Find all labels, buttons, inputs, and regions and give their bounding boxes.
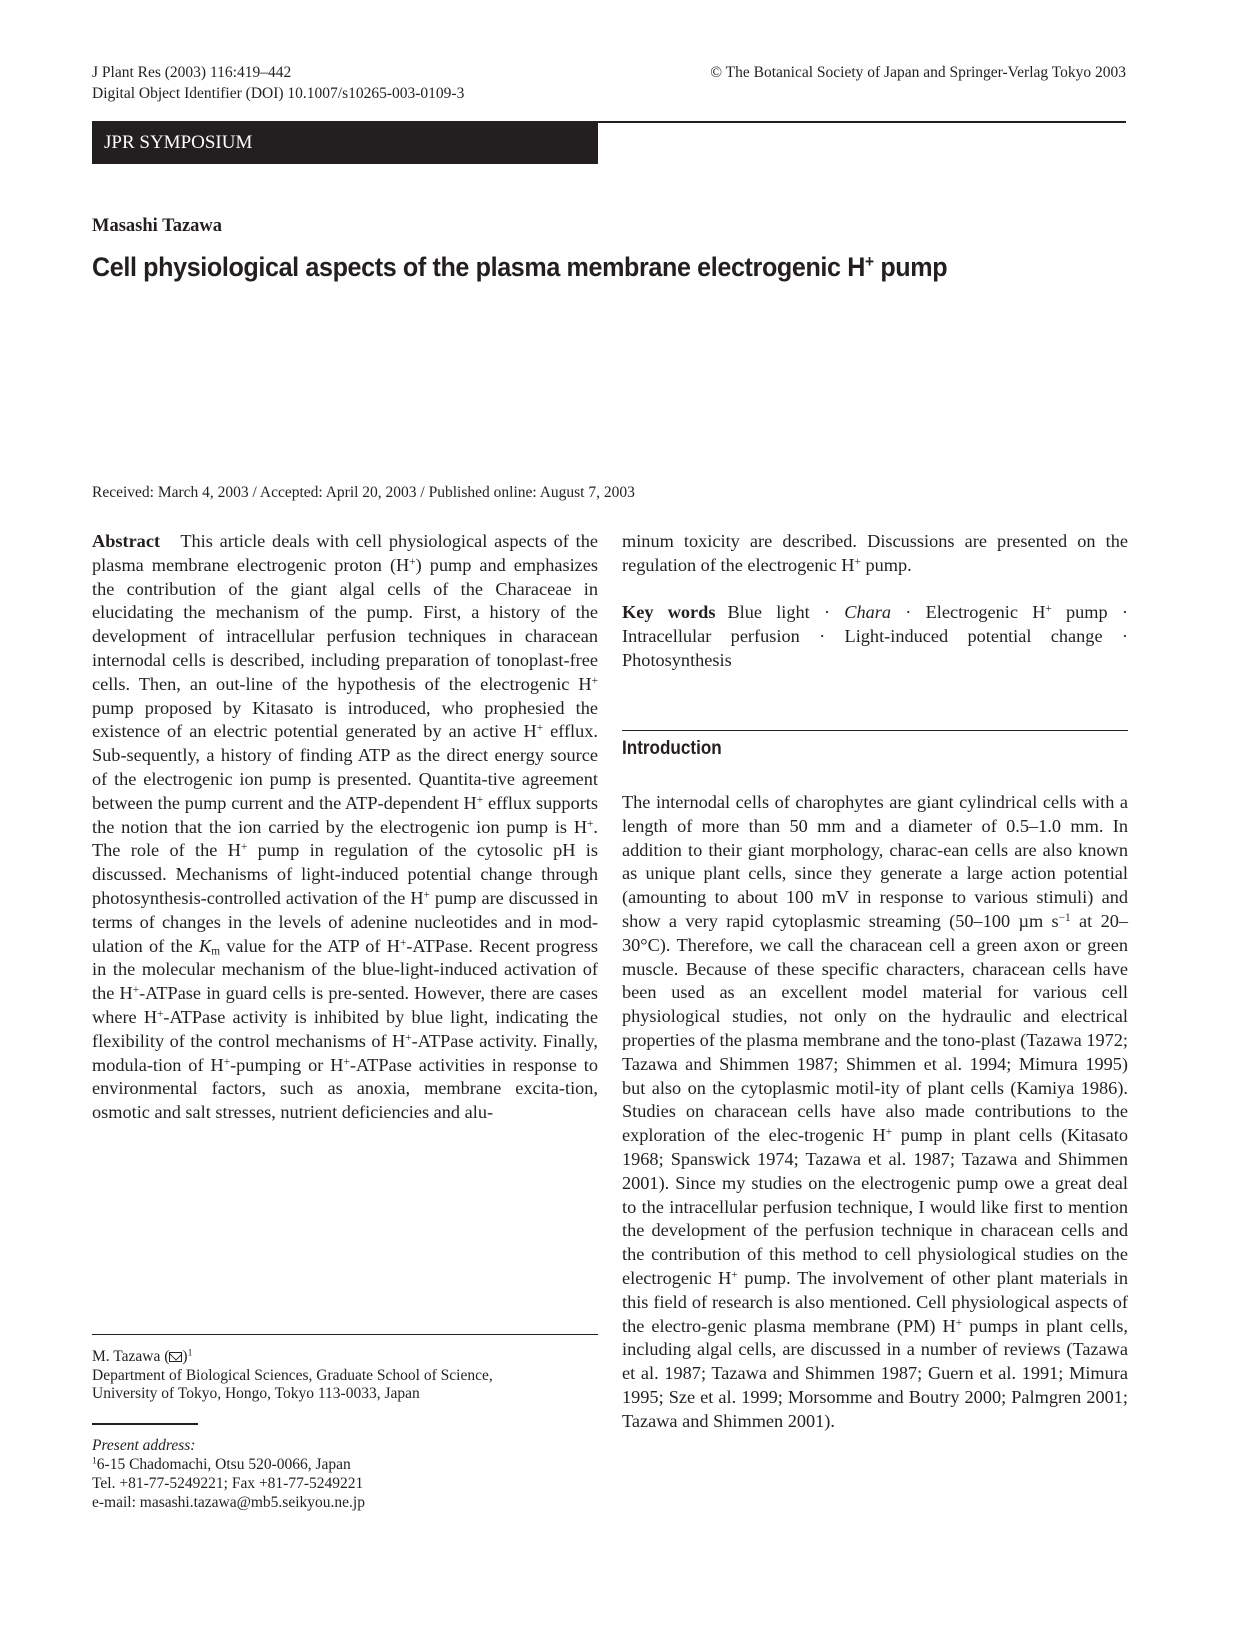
article-title: Cell physiological aspects of the plasma membrane electrogenic H+ pump	[92, 251, 948, 282]
address-line: $^1$6-15 Chadomachi, Otsu 520-0066, Japan	[92, 1455, 351, 1473]
present-address	[92, 1436, 598, 1512]
keyword: Intracellular perfusion	[622, 625, 800, 646]
doi-line: Digital Object Identifier (DOI) 10.1007/s10265-003-0109-3	[92, 85, 465, 102]
affiliation-line: University of Tokyo, Hongo, Tokyo 113-0033, Japan	[92, 1385, 420, 1402]
envelope-icon	[169, 1352, 182, 1362]
publication-dates: Received: March 4, 2003 / Accepted: April 20, 2003 / Published online: August 7, 2003	[92, 484, 635, 501]
email-line: e-mail: masashi.tazawa@mb5.seikyou.ne.jp	[92, 1494, 365, 1511]
phone-fax-line: Tel. +81-77-5249221; Fax +81-77-5249221	[92, 1475, 364, 1492]
journal-reference: J Plant Res (2003) 116:419–442	[92, 64, 292, 81]
section-heading-introduction: Introduction	[622, 738, 722, 759]
abstract-continuation: minum toxicity are described. Discussions are presented on the regulation of the electrogenic H+ pump.	[622, 531, 1128, 575]
keywords-paragraph: Key words Blue light · Chara · Electrogenic H+ pump · Intracellular perfusion · Light-induced potential change · Photosynthesis	[622, 602, 1129, 670]
keywords-label: Key words	[622, 602, 716, 622]
footnote-short-rule	[92, 1423, 198, 1425]
author-name: Masashi Tazawa	[92, 216, 223, 236]
introduction-paragraph: The internodal cells of charophytes are giant cylindrical cells with a length of more than 50 mm and a diameter of 0.5–1.0 mm. In addition to their giant morphology, charac-ean cells are also known as unique plant cells, since they generate a large action potential (amounting to about 100 mV in response to various stimuli) and show a very rapid cytoplasmic streaming (50–100 µm $s^{-1}$ at 20–30°C). Therefore, we call the characean cell a green axon or green muscle. Because of these specific characters, characean cells have been used as an excellent model material for various cell physiological studies, not only on the hydraulic and electrical properties of the plasma membrane and the tono-plast (Tazawa 1972; Tazawa and Shimmen 1987; Shimmen et al. 1994; Mimura 1995) but also on the cytoplasmic motil-ity of plant cells (Kamiya 1986). Studies on characean cells have also made contributions to the exploration of the elec-trogenic H+ pump in plant cells (Kitasato 1968; Spanswick 1974; Tazawa et al. 1987; Tazawa and Shimmen 2001). Since my studies on the electrogenic pump owe a great deal to the intracellular perfusion technique, I would like first to mention the development of the perfusion technique in characean cells and the contribution of this method to cell physiological studies on the electrogenic H+ pump. The involvement of other plant materials in this field of research is also mentioned. Cell physiological aspects of the electro-genic plasma membrane (PM) H+ pumps in plant cells, including algal cells, are discussed in a number of reviews (Tazawa et al. 1987; Tazawa and Shimmen 1987; Guern et al. 1991; Mimura 1995; Sze et al. 1999; Morsomme and Boutry 2000; Palmgren 2001; Tazawa and Shimmen 2001).	[622, 792, 1128, 1431]
section-rule	[622, 730, 1128, 731]
keyword: Blue light	[727, 602, 810, 622]
author-affiliation	[92, 1348, 598, 1404]
abstract-label: Abstract	[92, 531, 161, 551]
section-banner: JPR SYMPOSIUM	[92, 121, 598, 164]
keyword: Photosynthesis	[622, 649, 732, 670]
copyright-notice: © The Botanical Society of Japan and Springer-Verlag Tokyo 2003	[710, 64, 1126, 81]
keyword: Light-induced potential change	[844, 625, 1103, 646]
keyword: Chara	[844, 602, 892, 622]
footnote-rule	[92, 1334, 598, 1335]
affiliation-line: Department of Biological Sciences, Graduate School of Science,	[92, 1366, 493, 1384]
abstract-paragraph: Abstract This article deals with cell physiological aspects of the plasma membrane electrogenic proton (H+) pump and emphasizes the contribution of the giant algal cells of the Characeae in elucidating the mechanism of the pump. First, a history of the development of intracellular perfusion techniques in characean internodal cells is described, including preparation of tonoplast-free cells. Then, an out-line of the hypothesis of the electrogenic H+ pump proposed by Kitasato is introduced, who prophesied the existence of an electric potential generated by an active H+ efflux. Sub-sequently, a history of finding ATP as the direct energy source of the electrogenic ion pump is presented. Quantita-tive agreement between the pump current and the ATP-dependent H+ efflux supports the notion that the ion carried by the electrogenic ion pump is H+. The role of the H+ pump in regulation of the cytosolic pH is discussed. Mechanisms of light-induced potential change through photosynthesis-controlled activation of the H+ pump are discussed in terms of changes in the levels of adenine nucleotides and in mod-ulation of the $K_m$ value for the ATP of H+-ATPase. Recent progress in the molecular mechanism of the blue-light-induced activation of the H+-ATPase in guard cells is pre-sented. However, there are cases where H+-ATPase activity is inhibited by blue light, indicating the flexibility of the control mechanisms of H+-ATPase activity. Finally, modula-tion of H+-pumping or H+-ATPase activities in response to environmental factors, such as anoxia, membrane excita-tion, osmotic and salt stresses, nutrient deficiencies and alu-	[92, 531, 599, 1123]
journal-citation	[92, 62, 464, 104]
present-address-label: Present address:	[92, 1437, 196, 1454]
corresponding-author: M. Tazawa ( )$^1$	[92, 1347, 193, 1365]
keyword: Electrogenic H+ pump	[925, 602, 1108, 622]
